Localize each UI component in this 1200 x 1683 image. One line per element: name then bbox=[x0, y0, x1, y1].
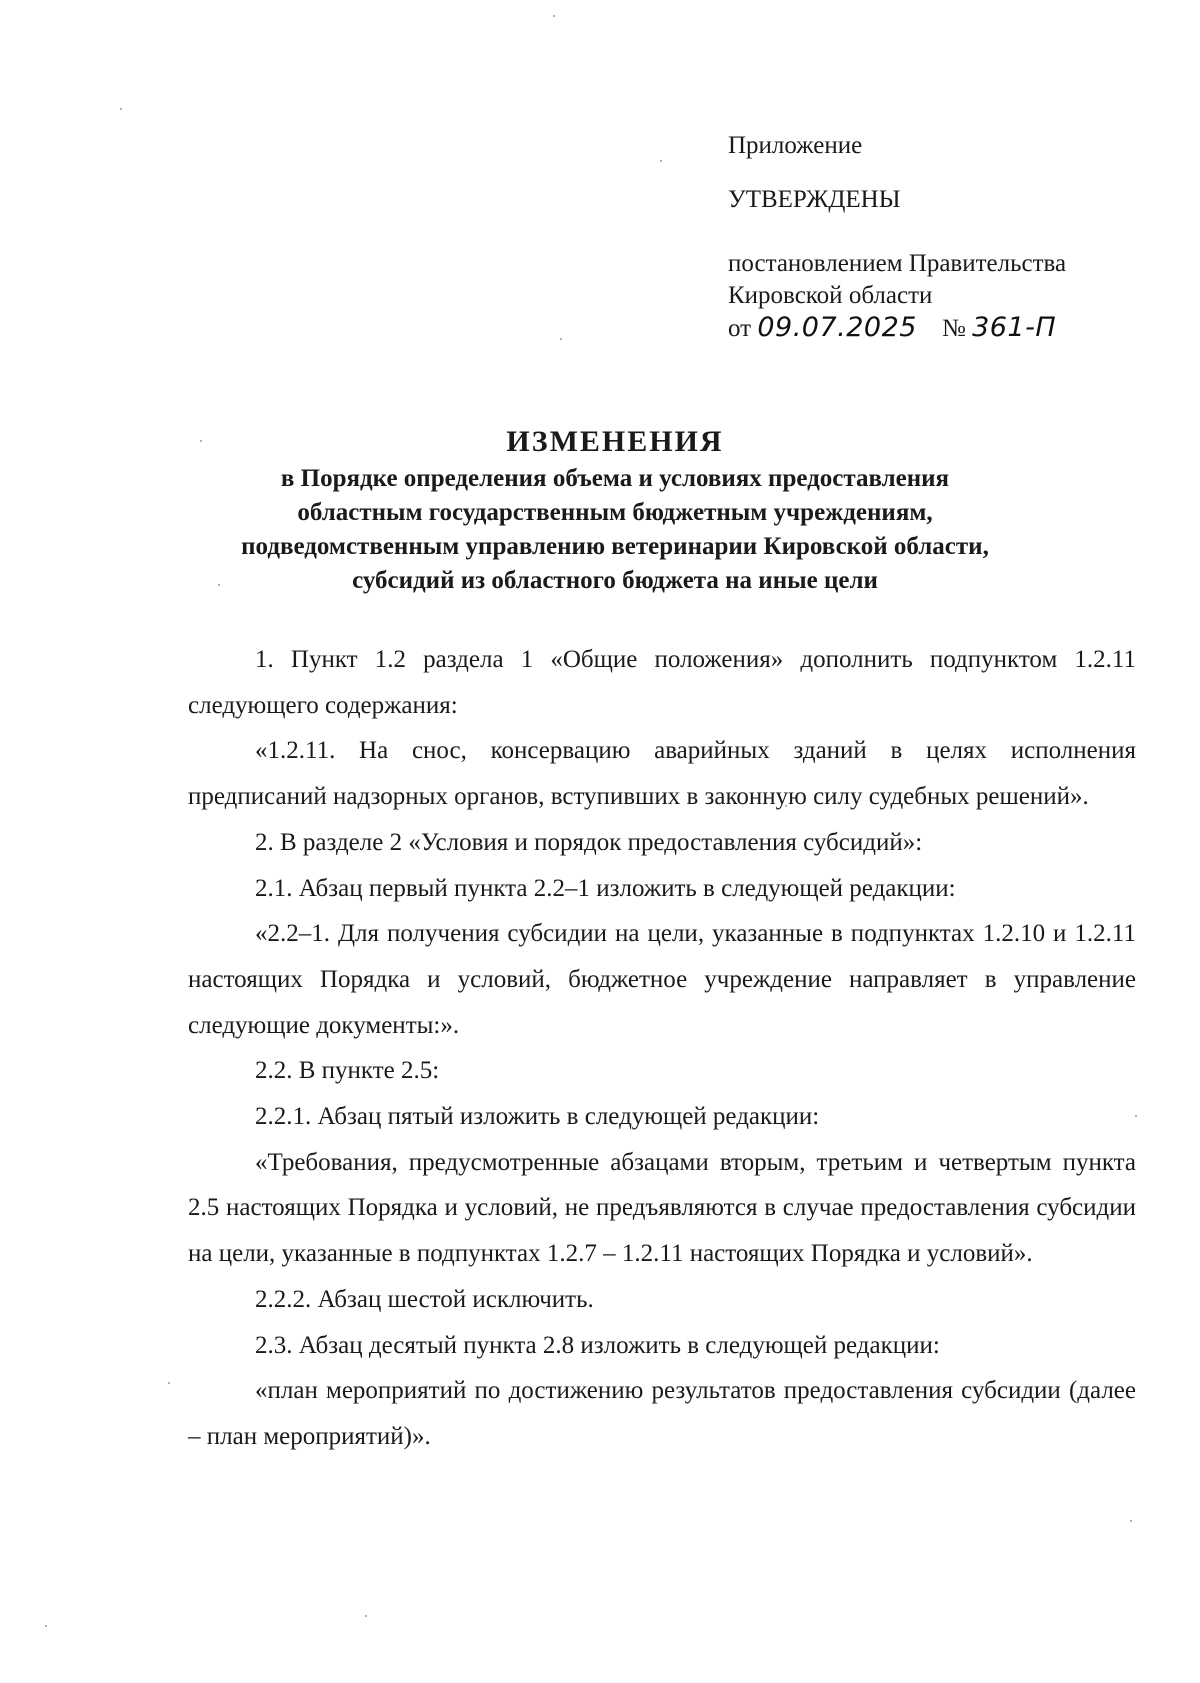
document-subtitle-line-4: субсидий из областного бюджета на иные цели bbox=[352, 567, 878, 594]
appendix-label: Приложение bbox=[728, 132, 863, 159]
document-subtitle-line-3: подведомственным управлению ветеринарии Кировской области, bbox=[241, 533, 989, 560]
handwritten-date: 09.07.2025 bbox=[757, 312, 917, 343]
date-prefix: от bbox=[728, 315, 752, 342]
resolution-date-line bbox=[728, 312, 1168, 345]
resolution-line-2: Кировской области bbox=[728, 282, 933, 309]
number-sign: № bbox=[941, 315, 966, 342]
scan-speck bbox=[120, 108, 122, 110]
paragraph-requirements-quote: «Требования, предусмотренные абзацами вторым, третьим и четвертым пункта 2.5 настоящих Порядка и условий, не предъявляются в случае предоставления субсидии на цели, указанные в подпунктах 1.2.7 – 1.2.11 настоящих Порядка и условий». bbox=[188, 1148, 1136, 1268]
scan-speck bbox=[553, 15, 555, 17]
paragraph-1: 1. Пункт 1.2 раздела 1 «Общие положения» дополнить подпунктом 1.2.11 следующего содержания: bbox=[188, 646, 1136, 719]
paragraph-2-2-1-quote: «2.2–1. Для получения субсидии на цели, указанные в подпунктах 1.2.10 и 1.2.11 настоящих Порядка и условий, бюджетное учреждение направляет в управление следующие документы:». bbox=[188, 920, 1136, 1039]
scan-speck bbox=[168, 1382, 170, 1384]
document-header bbox=[140, 422, 1090, 598]
resolution-line-1: постановлением Правительства bbox=[728, 250, 1067, 277]
paragraph-2-1: 2.1. Абзац первый пункта 2.2–1 изложить в следующей редакции: bbox=[255, 874, 956, 902]
scan-speck bbox=[660, 160, 662, 162]
paragraph-1-2-11: «1.2.11. На снос, консервацию аварийных зданий в целях исполнения предписаний надзорных органов, вступивших в законную силу судебных решений». bbox=[188, 737, 1136, 811]
resolution-text bbox=[728, 248, 1168, 345]
document-subtitle-line-2: областным государственным бюджетным учреждениям, bbox=[297, 499, 933, 526]
paragraph-2-2: 2.2. В пункте 2.5: bbox=[255, 1057, 440, 1085]
paragraph-2: 2. В разделе 2 «Условия и порядок предоставления субсидий»: bbox=[255, 828, 923, 856]
approval-block bbox=[728, 130, 1168, 345]
paragraph-plan-quote: «план мероприятий по достижению результатов предоставления субсидии (далее – план мероприятий)». bbox=[188, 1377, 1136, 1450]
document-subtitle-line-1: в Порядке определения объема и условиях предоставления bbox=[280, 465, 950, 492]
approved-heading: УТВЕРЖДЕНЫ bbox=[728, 186, 901, 213]
scan-speck bbox=[560, 338, 562, 340]
document-body bbox=[188, 637, 1136, 1460]
handwritten-number: 361-П bbox=[972, 312, 1057, 343]
scan-speck bbox=[45, 1625, 47, 1627]
scan-speck bbox=[365, 1615, 367, 1617]
paragraph-2-3: 2.3. Абзац десятый пункта 2.8 изложить в следующей редакции: bbox=[255, 1331, 940, 1359]
paragraph-2-2-2: 2.2.2. Абзац шестой исключить. bbox=[255, 1285, 594, 1313]
scan-speck bbox=[1130, 1520, 1132, 1522]
document-title: ИЗМЕНЕНИЯ bbox=[506, 425, 724, 458]
paragraph-2-2-1: 2.2.1. Абзац пятый изложить в следующей редакции: bbox=[255, 1103, 820, 1131]
